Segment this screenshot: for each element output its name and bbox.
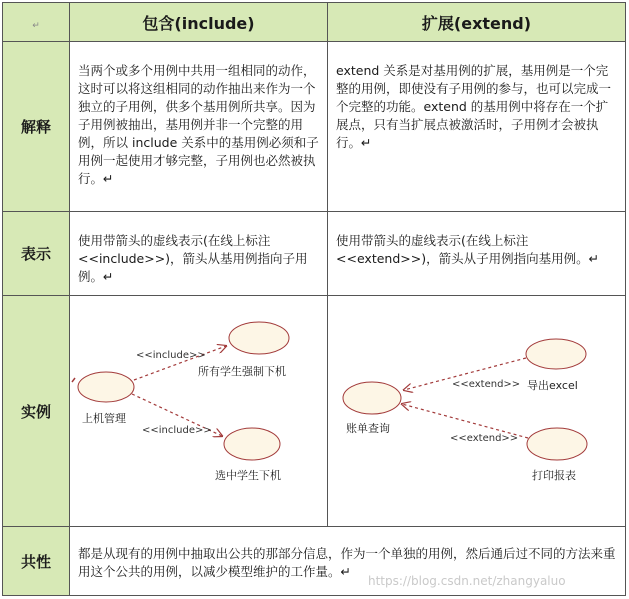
explain-include-text: 当两个或多个用例中共用一组相同的动作，这时可以将这组相同的动作抽出来作为一个独立的子用例，供多个基用例所共享。因为子用例被抽出，基用例并非一个完整的用例，所以 include 关系中的基用例必须和子用例一起使用才够完整，子用例也必然被执行。↵ [78,63,319,186]
extend-stereotype-2: <<extend>> [450,433,519,444]
row-label-notation: 表示 [3,212,70,296]
example-extend-cell [328,296,626,527]
base-usecase-label: 上机管理 [82,412,126,425]
small-mark [72,378,75,382]
child-usecase-1-ellipse [526,339,586,369]
explain-include-cell [70,42,328,212]
child-usecase-1-label: 所有学生强制下机 [198,365,286,378]
child-usecase-2-label: 打印报表 [532,469,576,482]
notation-extend-cell [328,212,626,296]
child-usecase-2-ellipse [527,428,587,460]
base-usecase-ellipse [343,382,401,414]
child-usecase-2-label: 选中学生下机 [215,469,281,482]
extend-diagram [328,296,626,522]
include-diagram [70,296,327,522]
comparison-table [2,2,626,596]
include-stereotype-1: <<include>> [136,350,206,361]
explain-extend-text: extend 关系是对基用例的扩展，基用例是一个完整的用例，即使没有子用例的参与，也可以完成一个完整的功能。extend 的基用例中将存在一个扩展点，只有当扩展点被激活时，子用例才会被执行。↵ [336,63,612,150]
row-label-explain: 解释 [3,42,70,212]
base-usecase-ellipse [78,372,134,402]
explain-extend-cell [328,42,626,212]
row-label-common: 共性 [3,527,70,596]
header-corner [3,3,70,42]
child-usecase-2-ellipse [224,428,280,460]
common-text: 都是从现有的用例中抽取出公共的那部分信息，作为一个单独的用例，然后通后过不同的方法来重用这个公共的用例，以减少模型维护的工作量。↵ [78,546,616,579]
child-usecase-1-label: 导出excel [527,379,578,392]
example-include-cell [70,296,328,527]
header-extend: 扩展(extend) [328,3,626,42]
include-stereotype-2: <<include>> [142,425,212,436]
child-usecase-1-ellipse [229,322,289,354]
extend-stereotype-1: <<extend>> [452,379,521,390]
corner-mark: ↵ [32,20,40,31]
notation-include-cell [70,212,328,296]
notation-extend-text: 使用带箭头的虚线表示(在线上标注<<extend>>)，箭头从子用例指向基用例。↵ [336,233,600,266]
row-label-example: 实例 [3,296,70,527]
watermark: https://blog.csdn.net/zhangyaluo [368,574,566,588]
header-include: 包含(include) [70,3,328,42]
notation-include-text: 使用带箭头的虚线表示(在线上标注<<include>>)，箭头从基用例指向子用例。↵ [78,233,308,284]
base-usecase-label: 账单查询 [346,422,390,435]
